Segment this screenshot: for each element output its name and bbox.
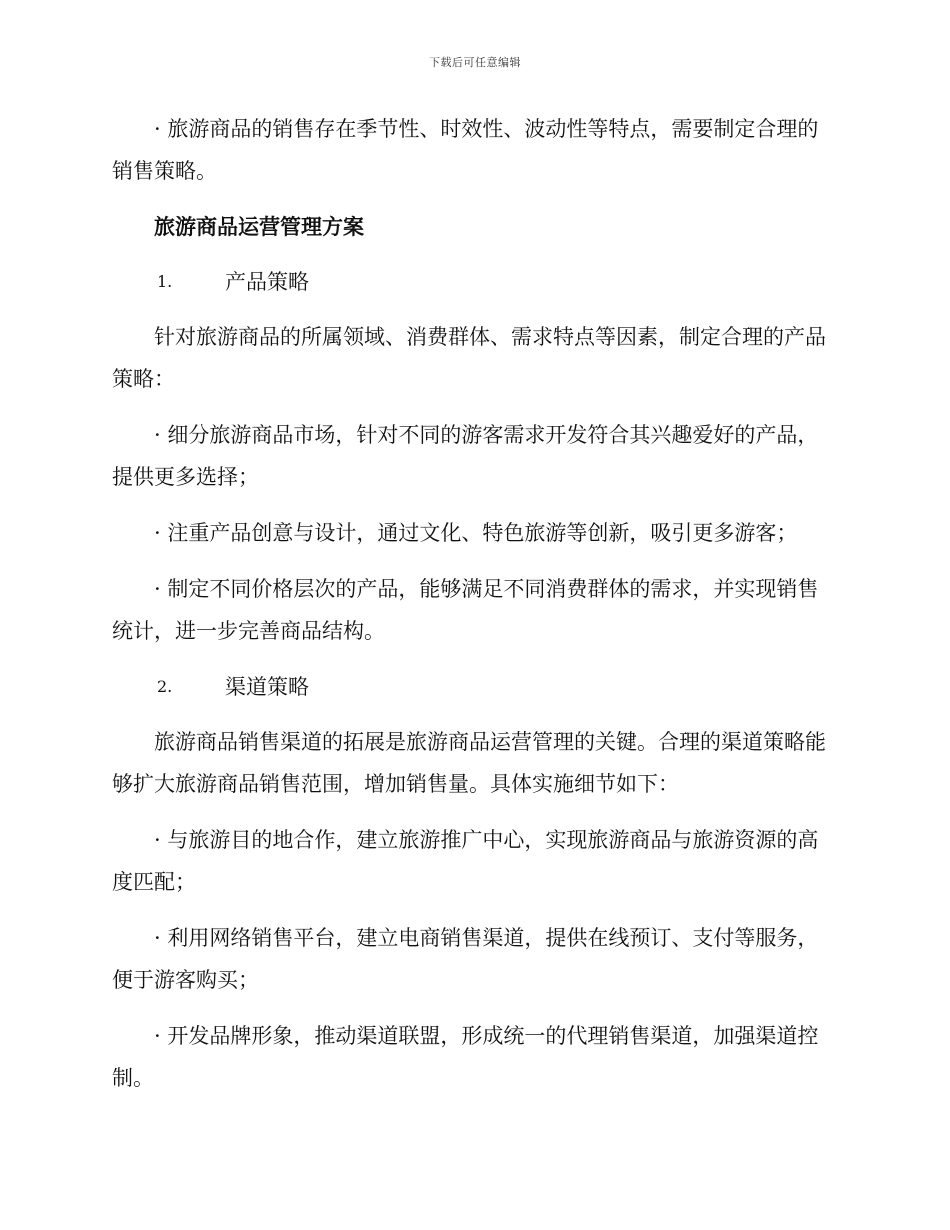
item-title: 渠道策略	[225, 675, 309, 699]
paragraph-channel-intro: 旅游商品销售渠道的拓展是旅游商品运营管理的关键。合理的渠道策略能够扩大旅游商品销售范围，增加销售量。具体实施细节如下：	[112, 730, 826, 796]
paragraph-seasonality: · 旅游商品的销售存在季节性、时效性、波动性等特点，需要制定合理的销售策略。	[112, 117, 819, 183]
numbered-item-channel-strategy	[112, 666, 836, 708]
section-heading: 旅游商品运营管理方案	[154, 214, 364, 239]
item-number: 1.	[157, 272, 173, 291]
paragraph-design-innovation: · 注重产品创意与设计，通过文化、特色旅游等创新，吸引更多游客；	[154, 521, 798, 545]
paragraph-brand-alliance: · 开发品牌形象，推动渠道联盟，形成统一的代理销售渠道，加强渠道控制。	[112, 1024, 819, 1090]
paragraph-online-sales: · 利用网络销售平台，建立电商销售渠道，提供在线预订、支付等服务，便于游客购买；	[112, 926, 819, 992]
paragraph-market-segmentation: · 细分旅游商品市场，针对不同的游客需求开发符合其兴趣爱好的产品，提供更多选择；	[112, 423, 819, 489]
item-number: 2.	[157, 677, 173, 696]
paragraph-destination-cooperation: · 与旅游目的地合作，建立旅游推广中心，实现旅游商品与旅游资源的高度匹配；	[112, 828, 819, 894]
page-header: 下载后可任意编辑	[429, 56, 521, 69]
paragraph-product-intro: 针对旅游商品的所属领域、消费群体、需求特点等因素，制定合理的产品策略：	[112, 325, 826, 391]
paragraph-price-tiers: · 制定不同价格层次的产品，能够满足不同消费群体的需求，并实现销售统计，进一步完善商品结构。	[112, 577, 819, 643]
item-title: 产品策略	[225, 270, 309, 294]
numbered-item-product-strategy	[112, 261, 836, 303]
document-body	[112, 108, 836, 1113]
